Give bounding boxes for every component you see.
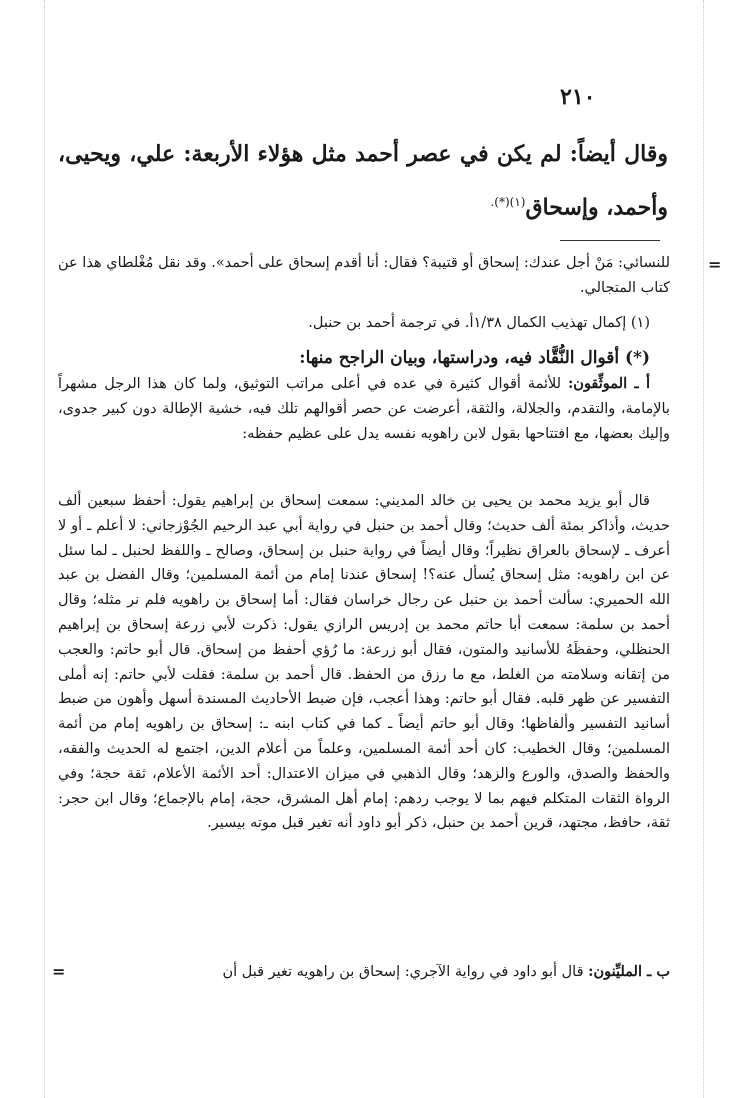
footnote-separator	[560, 240, 660, 241]
footnote-paragraph-authenticators	[58, 372, 670, 446]
footnote-continuation: للنسائي: مَنْ أجل عندك: إسحاق أو قتيبة؟ فقال: أنا أقدم إسحاق على أحمد». وقد نقل مُغْلطاي هذا عن كتاب المتجالي.	[58, 255, 670, 296]
margin-dotted-line-right	[703, 0, 704, 1098]
footnote-heading: (*) أقوال النُّقَّاد فيه، ودراستها، وبيان الراجح منها:	[299, 348, 650, 368]
end-continuation-mark: =	[52, 962, 66, 981]
quotes-text: قال أبو يزيد محمد بن يحيى بن خالد المديني: سمعت إسحاق بن إبراهيم يقول: أحفظ سبعين ألف حديث، وأذاكر بمئة ألف حديث؛ وقال أحمد بن حنبل في رواية أبي عبد الرحيم الجُوْزجاني: لا أعلم ـ أو لا أعرف ـ لإسحاق بالعراق نظيراً؛ وقال أيضاً في رواية حنبل بن إسحاق، وصالح ـ واللفظ لحنبل ـ لما سئل عن ابن راهويه: مثل إسحاق يُسأل عنه؟! إسحاق عندنا إمام من أئمة المسلمين؛ وقال الفضل بن عبد الله الحميري: سألت أحمد بن حنبل عن رجال خراسان فقال: أما إسحاق بن راهويه فلم نر مثله؛ وقال أحمد بن سلمة: سمعت أبا حاتم محمد بن إدريس الرازي يقول: ذكرت لأبي زرعة إسحاق بن إبراهيم الحنظلي، وحفظَهُ للأسانيد والمتون، فقال أبو زرعة: ما رُؤي أحفظ من إسحاق. قال أبو حاتم: والعجب من إتقانه وسلامته من الغلط، مع ما رزق من الحفظ. قال أحمد بن سلمة: فقلت لأبي حاتم: إنه أملى التفسير عن ظهر قلبه. فقال أبو حاتم: وهذا أعجب، فإن ضبط الأحاديث المسندة أسهل وأهون من ضبط أسانيد التفسير وألفاظها؛ وقال أبو حاتم أيضاً ـ كما في كتاب ابنه ـ: إسحاق بن راهويه إمام من أئمة المسلمين؛ وقال الخطيب: كان أحد أئمة المسلمين، وعلماً من أعلام الدين، اجتمع له الحديث والفقه، والحفظ والصدق، والورع والزهد؛ وقال الذهبي في ميزان الاعتدال: أحد الأئمة الأعلام، ثقة حجة؛ وفي الرواة الثقات المتكلم فيهم بما لا يوجب ردهم: إمام أهل المشرق، حجة، إمام بالإجماع؛ وقال ابن حجر: ثقة، حافظ، مجتهد، قرين أحمد بن حنبل، ذكر أبو داود أنه تغير قبل موته بيسير.	[58, 493, 670, 832]
main-text-body: وقال أيضاً: لم يكن في عصر أحمد مثل هؤلاء الأربعة: علي، ويحيى، وأحمد، وإسحاق	[58, 141, 668, 221]
critics-label: ب ـ المليِّنون:	[588, 963, 670, 980]
footnote-1: (١) إكمال تهذيب الكمال ١/٣٨أ. في ترجمة أحمد بن حنبل.	[308, 315, 650, 331]
continuation-mark: =	[708, 255, 722, 274]
main-text	[58, 130, 668, 231]
footnote-paragraph-critics	[58, 960, 670, 985]
margin-dotted-line-left	[44, 0, 45, 1098]
authenticators-text: للأئمة أقوال كثيرة في عده في أعلى مراتب التوثيق، ولما كان هذا الرجل مشهراً بالإمامة، والتقدم، والجلالة، والثقة، أعرضت عن حصر أقوالهم تلك فيه، خشية الإطالة دون كبير جدوى، وإليك بعضها، مع افتتاحها بقول لابن راهويه نفسه يدل على عظيم حفظه:	[58, 376, 670, 442]
page-number: ٢١٠	[560, 84, 596, 110]
footnote-paragraph-quotes	[58, 489, 670, 961]
authenticators-label: أ ـ الموثِّقون:	[567, 375, 651, 392]
critics-text: قال أبو داود في رواية الآجري: إسحاق بن راهويه تغير قبل أن	[222, 964, 584, 980]
footnote-reference: (١)(*).	[490, 195, 526, 209]
